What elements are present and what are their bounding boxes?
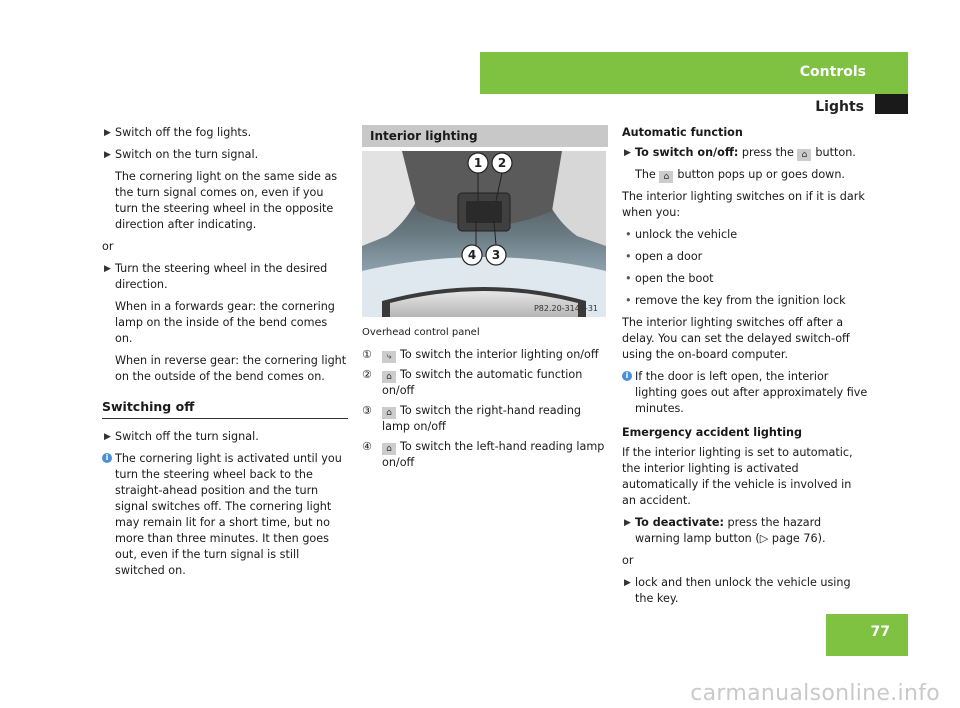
list-item: • unlock the vehicle [625, 228, 738, 241]
paragraph: When in reverse gear: the cornering light on the outside of the bend comes on. [115, 354, 347, 383]
or-text: or [622, 554, 634, 567]
legend-number: ② [362, 368, 372, 381]
svg-text:4: 4 [467, 248, 477, 262]
paragraph: The interior lighting switches off after a delay. You can set the delayed switch-off using the on-board computer. [622, 316, 850, 361]
legend-item: ④ ⌂ To switch the left-hand reading lamp on/off [362, 440, 605, 469]
paragraph: The interior lighting switches on if it is dark when you: [622, 190, 865, 219]
arrow-icon: ▶ [104, 264, 111, 274]
callout-2 [492, 153, 512, 173]
list-item: • open a door [625, 250, 703, 263]
arrow-icon: ▶ [104, 128, 111, 138]
switching-off-heading: Switching off [102, 399, 348, 419]
column-middle [362, 125, 608, 475]
instruction-step: ▶ To switch on/off: press the ⌂ button. [624, 146, 856, 160]
legend-number: ① [362, 348, 372, 361]
overhead-panel-photo [362, 151, 606, 317]
overhead-panel-illustration [362, 151, 606, 317]
instruction-step: ▶ Switch off the turn signal. [104, 430, 259, 443]
header-marker [875, 94, 908, 114]
instruction-step: ▶ To deactivate: press the hazard warning lamp button (▷ page 76). [624, 516, 826, 545]
callout-4 [462, 245, 482, 265]
or-text: or [102, 240, 114, 253]
info-note: i If the door is left open, the interior lighting goes out after approximately five minutes. [622, 369, 868, 417]
list-item: • open the boot [625, 272, 714, 285]
emergency-lighting-heading: Emergency accident lighting [622, 426, 803, 439]
automatic-function-heading: Automatic function [622, 126, 743, 139]
subsection-title: Lights [815, 99, 864, 115]
page-number: 77 [870, 624, 890, 640]
instruction-step: ▶ Turn the steering wheel in the desired direction. [104, 262, 328, 291]
info-icon: i [622, 371, 632, 381]
paragraph: The ⌂ button pops up or goes down. [635, 168, 845, 182]
svg-text:1: 1 [473, 156, 483, 170]
legend-item: ① ⤷ To switch the interior lighting on/off [362, 348, 599, 362]
legend-number: ③ [362, 404, 372, 417]
column-left [102, 125, 348, 585]
instruction-step: ▶ lock and then unlock the vehicle using the key. [624, 576, 851, 605]
list-item: • remove the key from the ignition lock [625, 294, 846, 307]
arrow-icon: ▶ [104, 432, 111, 442]
callout-1 [468, 153, 488, 173]
photo-code: P82.20-3147-31 [533, 304, 598, 313]
watermark: carmanualsonline.info [690, 681, 940, 706]
legend-item: ③ ⌂ To switch the right-hand reading lamp on/off [362, 404, 582, 433]
auto-function-icon: ⌂ [382, 371, 396, 383]
legend-number: ④ [362, 440, 372, 453]
section-title: Controls [799, 64, 866, 80]
info-icon: i [102, 453, 112, 463]
svg-text:3: 3 [491, 248, 501, 262]
figure-caption: Overhead control panel [362, 327, 480, 338]
instruction-step: ▶ Switch on the turn signal. [104, 148, 259, 161]
svg-text:2: 2 [497, 156, 507, 170]
arrow-icon: ▶ [624, 518, 631, 528]
paragraph: When in a forwards gear: the cornering lamp on the inside of the bend comes on. [115, 300, 335, 345]
interior-light-icon: ⤷ [382, 351, 396, 363]
right-reading-lamp-icon: ⌂ [382, 407, 396, 419]
left-reading-lamp-icon: ⌂ [382, 443, 396, 455]
interior-lighting-heading: Interior lighting [362, 125, 608, 147]
legend-item: ② ⌂ To switch the automatic function on/off [362, 368, 583, 397]
arrow-icon: ▶ [624, 148, 631, 158]
arrow-icon: ▶ [624, 578, 631, 588]
column-right [622, 125, 868, 613]
instruction-step: ▶ Switch off the fog lights. [104, 126, 252, 139]
auto-function-icon: ⌂ [797, 149, 811, 161]
arrow-icon: ▶ [104, 150, 111, 160]
info-note: i The cornering light is activated until you turn the steering wheel back to the straight-ahead position and the turn signal switches off. The cornering light may remain lit for a short time, but no more than three minutes. It then goes out, even if the turn signal is still switched on. [102, 451, 348, 579]
auto-function-icon: ⌂ [659, 171, 673, 183]
paragraph: The cornering light on the same side as the turn signal comes on, even if you turn the steering wheel in the opposite direction after indicating. [115, 170, 338, 231]
callout-3 [486, 245, 506, 265]
paragraph: If the interior lighting is set to automatic, the interior lighting is activated automatically if the vehicle is involved in an accident. [622, 446, 853, 507]
